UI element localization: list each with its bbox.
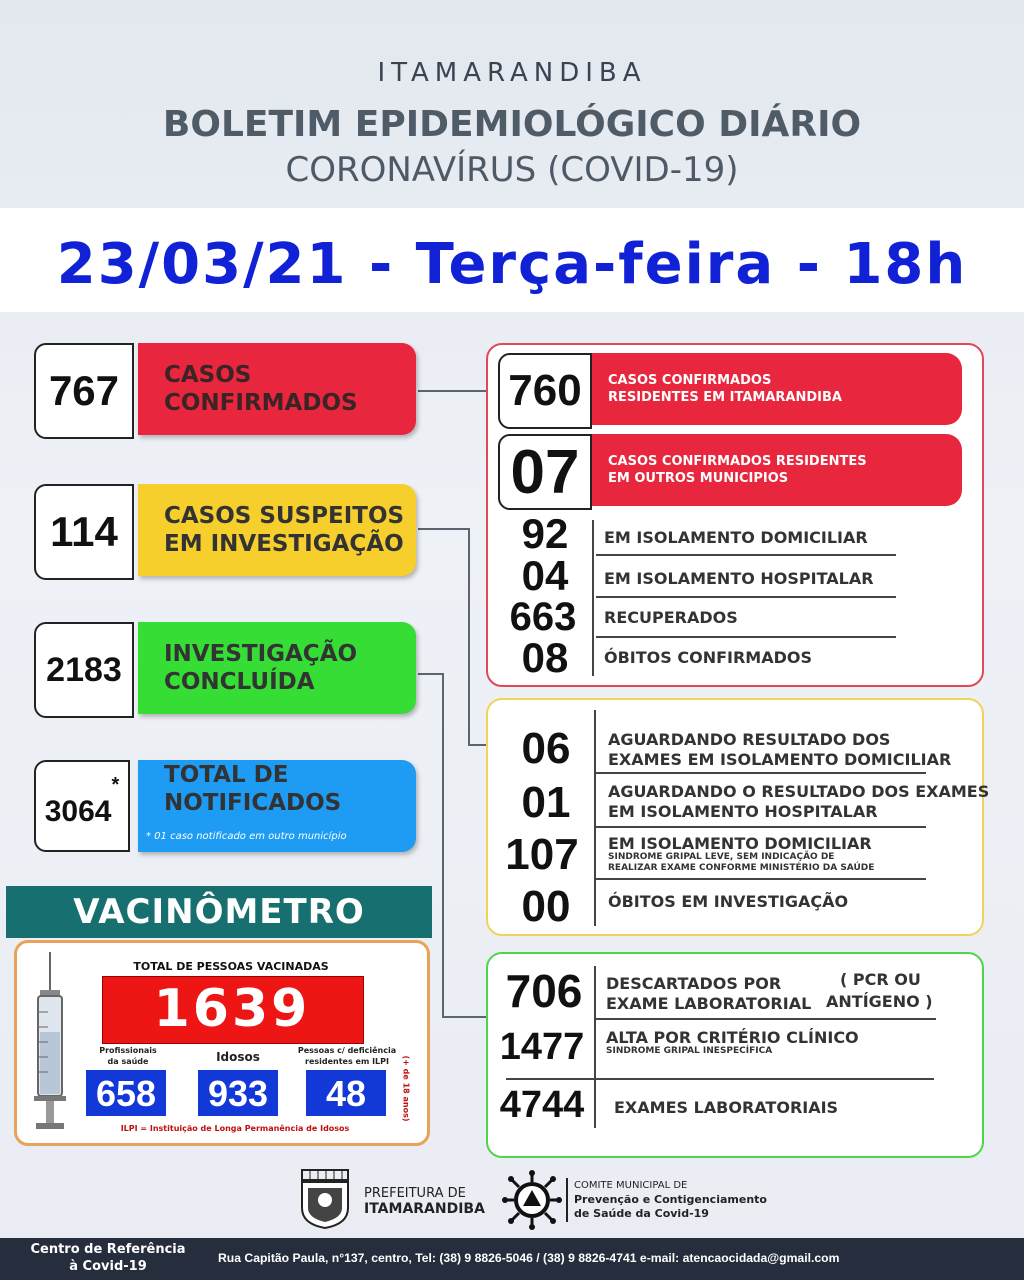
group-disability-label-2: residentes em ILPI: [305, 1057, 389, 1066]
bulletin-date: 23/03/21 - Terça-feira - 18h: [56, 232, 968, 297]
notified-note: * 01 caso notificado em outro município: [146, 831, 347, 842]
concluded-label-2: CONCLUÍDA: [164, 669, 315, 695]
city-coat-of-arms-icon: [296, 1168, 354, 1230]
city-name: ITAMARANDIBA: [377, 58, 647, 88]
clinical-discharge-label: ALTA POR CRITÉRIO CLÍNICO: [606, 1028, 859, 1047]
deaths-count: 08: [521, 634, 569, 681]
vaccinometer-title: VACINÔMETRO: [6, 886, 432, 938]
bulletin-title: BOLETIM EPIDEMIOLÓGICO DIÁRIO: [162, 104, 862, 145]
confirmed-label-1: CASOS: [164, 362, 252, 388]
connector-suspect-h2: [468, 744, 488, 746]
group-disability-value: 48: [306, 1070, 386, 1116]
connector-concluded-v: [442, 673, 444, 1018]
suspect-line-1: [596, 772, 926, 774]
discarded-label-1: DESCARTADOS POR: [606, 974, 782, 993]
suspect-label: [138, 484, 416, 576]
committee-line-1: COMITE MUNICIPAL DE: [574, 1180, 688, 1191]
residents-label-1: CASOS CONFIRMADOS: [608, 373, 772, 388]
notified-count-value: 3064: [44, 795, 112, 828]
mild-home-note-1: SINDROME GRIPAL LEVE, SEM INDICAÇÃO DE: [608, 852, 835, 862]
group-health-label-1: Profissionais: [99, 1046, 157, 1055]
hospital-isolation-label: EM ISOLAMENTO HOSPITALAR: [604, 569, 874, 588]
others-label: [592, 434, 962, 506]
connector-concluded: [418, 673, 444, 675]
prefeitura-line-2: ITAMARANDIBA: [364, 1201, 485, 1217]
home-isolation-count: 92: [521, 510, 569, 557]
footer-center-line-1: Centro de Referência: [30, 1242, 186, 1257]
committee-line-3: de Saúde da Covid-19: [574, 1207, 709, 1220]
row-line-3: [596, 636, 896, 638]
others-count: 07: [498, 434, 592, 510]
hospital-isolation-count: 04: [521, 552, 569, 599]
total-vaccinated-value: 1639: [153, 979, 311, 1039]
group-disability-side-note: (+ de 18 anos): [401, 1055, 411, 1122]
suspect-line-2: [596, 826, 926, 828]
suspect-line-3: [596, 878, 926, 880]
confirmed-label-2: CONFIRMADOS: [164, 390, 358, 416]
ilpi-footnote: ILPI = Instituição de Longa Permanência de Idosos: [120, 1124, 350, 1133]
suspect-label-2: EM INVESTIGAÇÃO: [164, 531, 404, 557]
others-label-1: CASOS CONFIRMADOS RESIDENTES: [608, 454, 867, 469]
recovered-label: RECUPERADOS: [604, 608, 738, 627]
connector-suspect: [418, 528, 470, 530]
confirmed-label: [138, 343, 416, 435]
clinical-discharge-note: SINDROME GRIPAL INESPECÍFICA: [606, 1046, 773, 1056]
await-hospital-label-1: AGUARDANDO O RESULTADO DOS EXAMES: [608, 782, 990, 801]
row-line-2: [596, 596, 896, 598]
mild-home-note-2: REALIZAR EXAME CONFORME MINISTÉRIO DA SAÚDE: [608, 863, 875, 873]
discarded-label-2: EXAME LABORATORIAL: [606, 994, 812, 1013]
group-disability-label-1: Pessoas c/ deficiência: [297, 1046, 397, 1055]
group-health-value: 658: [86, 1070, 166, 1116]
virus-committee-icon: [502, 1170, 562, 1230]
deaths-investigation-label: ÓBITOS EM INVESTIGAÇÃO: [608, 892, 849, 911]
lab-exams-label: EXAMES LABORATORIAIS: [614, 1098, 839, 1117]
mild-home-label: EM ISOLAMENTO DOMICILIAR: [608, 834, 872, 853]
await-home-label-2: EXAMES EM ISOLAMENTO DOMICILIAR: [608, 750, 952, 769]
connector-suspect-v: [468, 528, 470, 746]
recovered-count: 663: [509, 595, 577, 639]
discarded-aside-2: ANTÍGENO ): [826, 992, 933, 1011]
clinical-discharge-count: 1477: [499, 1026, 585, 1068]
committee-line-2: Prevenção e Contigenciamento: [574, 1193, 767, 1206]
concluded-label: [138, 622, 416, 714]
group-elderly-value: 933: [198, 1070, 278, 1116]
notified-label: [138, 760, 416, 852]
discarded-count: 706: [505, 965, 583, 1017]
mild-home-count: 107: [505, 830, 579, 879]
residents-label-2: RESIDENTES EM ITAMARANDIBA: [608, 390, 842, 405]
confirmed-count: 767: [34, 343, 134, 439]
concluded-label-1: INVESTIGAÇÃO: [164, 641, 358, 667]
await-home-label-1: AGUARDANDO RESULTADO DOS: [608, 730, 891, 749]
notified-label-1: TOTAL DE: [164, 762, 289, 788]
concluded-rows-divider: [594, 966, 596, 1128]
residents-count: 760: [498, 353, 592, 429]
group-health-label-2: da saúde: [107, 1057, 149, 1066]
await-home-count: 06: [521, 724, 571, 773]
concluded-count: 2183: [34, 622, 134, 718]
concluded-line-2: [506, 1078, 934, 1080]
discarded-aside-1: ( PCR OU: [840, 970, 921, 989]
suspect-label-1: CASOS SUSPEITOS: [164, 503, 405, 529]
notified-count: [34, 760, 130, 852]
notified-label-2: NOTIFICADOS: [164, 790, 342, 816]
deaths-investigation-count: 00: [521, 882, 571, 931]
home-isolation-label: EM ISOLAMENTO DOMICILIAR: [604, 528, 868, 547]
notified-asterisk: *: [111, 774, 120, 796]
deaths-label: ÓBITOS CONFIRMADOS: [604, 648, 813, 667]
lab-exams-count: 4744: [499, 1084, 585, 1126]
footer-address: Rua Capitão Paula, n°137, centro, Tel: (38) 9 8826-5046 / (38) 9 8826-4741 e-mail: atencaocidada@gmail.com: [218, 1251, 840, 1265]
await-hospital-label-2: EM ISOLAMENTO HOSPITALAR: [608, 802, 878, 821]
committee-divider: [566, 1178, 568, 1222]
residents-label: [592, 353, 962, 425]
connector-concluded-h2: [442, 1016, 488, 1018]
others-label-2: EM OUTROS MUNICIPIOS: [608, 471, 789, 486]
prefeitura-line-1: PREFEITURA DE: [364, 1186, 466, 1201]
bulletin-subtitle: CORONAVÍRUS (COVID-19): [285, 150, 739, 190]
syringe-icon: [30, 952, 70, 1132]
total-vaccinated-label: TOTAL DE PESSOAS VACINADAS: [133, 960, 329, 973]
footer-center-line-2: à Covid-19: [69, 1259, 147, 1274]
suspect-rows-divider: [594, 710, 596, 926]
row-line-1: [596, 554, 896, 556]
await-hospital-count: 01: [521, 778, 571, 827]
group-elderly-label: Idosos: [216, 1050, 260, 1064]
concluded-line-1: [596, 1018, 936, 1020]
confirmed-rows-divider: [592, 520, 594, 676]
suspect-count: 114: [34, 484, 134, 580]
